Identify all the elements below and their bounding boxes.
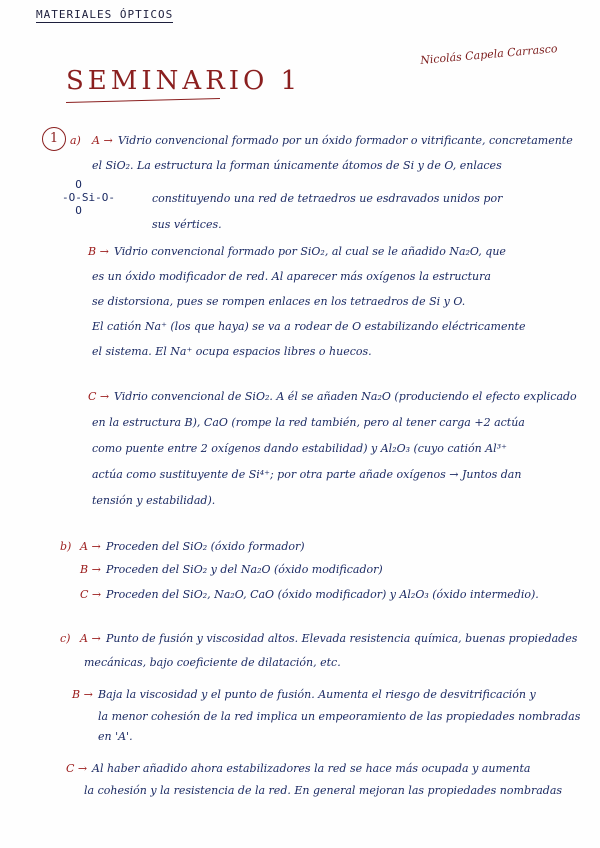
question-number-circle: 1 — [42, 127, 66, 151]
molecule-middle: -O-Si-O- — [62, 191, 115, 204]
title-underline — [66, 98, 220, 103]
section-a-B-line-4: El catión Na⁺ (los que haya) se va a rodear de O estabilizando eléctricamente — [92, 320, 526, 333]
section-a-C-line-3: como puente entre 2 oxígenos dando estabilidad) y Al₂O₃ (cuyo catión Al³⁺ — [92, 442, 507, 455]
section-c-A-marker: A → — [80, 632, 101, 645]
section-c-C-marker: C → — [66, 762, 88, 775]
section-a-A-line-1: Vidrio convencional formado por un óxido formador o vitrificante, concretamente — [118, 134, 573, 147]
section-a-B-line-1: Vidrio convencional formado por SiO₂, al cual se le añadido Na₂O, que — [114, 245, 506, 258]
section-c-label: c) — [60, 632, 71, 645]
section-a-C-line-1: Vidrio convencional de SiO₂. A él se añaden Na₂O (produciendo el efecto explicado — [114, 390, 577, 403]
section-c-B-marker: B → — [72, 688, 93, 701]
section-c-B-line-2: la menor cohesión de la red implica un empeoramiento de las propiedades nombradas — [98, 710, 581, 723]
section-a-B-line-3: se distorsiona, pues se rompen enlaces en los tetraedros de Si y O. — [92, 295, 466, 308]
section-c-B-line-1: Baja la viscosidad y el punto de fusión. Aumenta el riesgo de desvitrificación y — [98, 688, 536, 701]
section-b-A-marker: A → — [80, 540, 101, 553]
molecule-bottom: O — [62, 204, 82, 217]
section-c-A-line-2: mecánicas, bajo coeficiente de dilatación, etc. — [84, 656, 341, 669]
author-signature: Nicolás Capela Carrasco — [419, 42, 559, 67]
course-header: MATERIALES ÓPTICOS — [36, 8, 174, 21]
section-a-C-marker: C → — [88, 390, 110, 403]
section-a-B-line-5: el sistema. El Na⁺ ocupa espacios libres o huecos. — [92, 345, 372, 358]
section-a-A-marker: A → — [92, 134, 113, 147]
page-title: SEMINARIO 1 — [66, 66, 302, 96]
section-b-B-marker: B → — [80, 563, 101, 576]
section-b-C-text: Proceden del SiO₂, Na₂O, CaO (óxido modificador) y Al₂O₃ (óxido intermedio). — [106, 588, 539, 601]
section-a-A-line-3: constituyendo una red de tetraedros ue esdravados unidos por — [152, 192, 503, 205]
section-a-C-line-2: en la estructura B), CaO (rompe la red también, pero al tener carga +2 actúa — [92, 416, 525, 429]
section-c-A-line-1: Punto de fusión y viscosidad altos. Elevada resistencia química, buenas propiedades — [106, 632, 578, 645]
section-b-label: b) — [60, 540, 72, 553]
section-b-C-marker: C → — [80, 588, 102, 601]
section-a-label: a) — [70, 134, 81, 147]
section-a-B-marker: B → — [88, 245, 109, 258]
section-b-B-text: Proceden del SiO₂ y del Na₂O (óxido modificador) — [106, 563, 383, 576]
section-b-A-text: Proceden del SiO₂ (óxido formador) — [106, 540, 305, 553]
sio2-structure-diagram — [62, 178, 115, 217]
section-c-B-line-3: en 'A'. — [98, 730, 133, 743]
section-a-B-line-2: es un óxido modificador de red. Al aparecer más oxígenos la estructura — [92, 270, 491, 283]
molecule-top: O — [62, 178, 82, 191]
section-a-A-line-4: sus vértices. — [152, 218, 222, 231]
section-a-C-line-4: actúa como sustituyente de Si⁴⁺; por otra parte añade oxígenos → Juntos dan — [92, 468, 522, 481]
section-c-C-line-2: la cohesión y la resistencia de la red. En general mejoran las propiedades nombradas — [84, 784, 563, 797]
section-a-A-line-2: el SiO₂. La estructura la forman únicamente átomos de Si y de O, enlaces — [92, 159, 502, 172]
section-c-C-line-1: Al haber añadido ahora estabilizadores la red se hace más ocupada y aumenta — [92, 762, 531, 775]
section-a-C-line-5: tensión y estabilidad). — [92, 494, 216, 507]
